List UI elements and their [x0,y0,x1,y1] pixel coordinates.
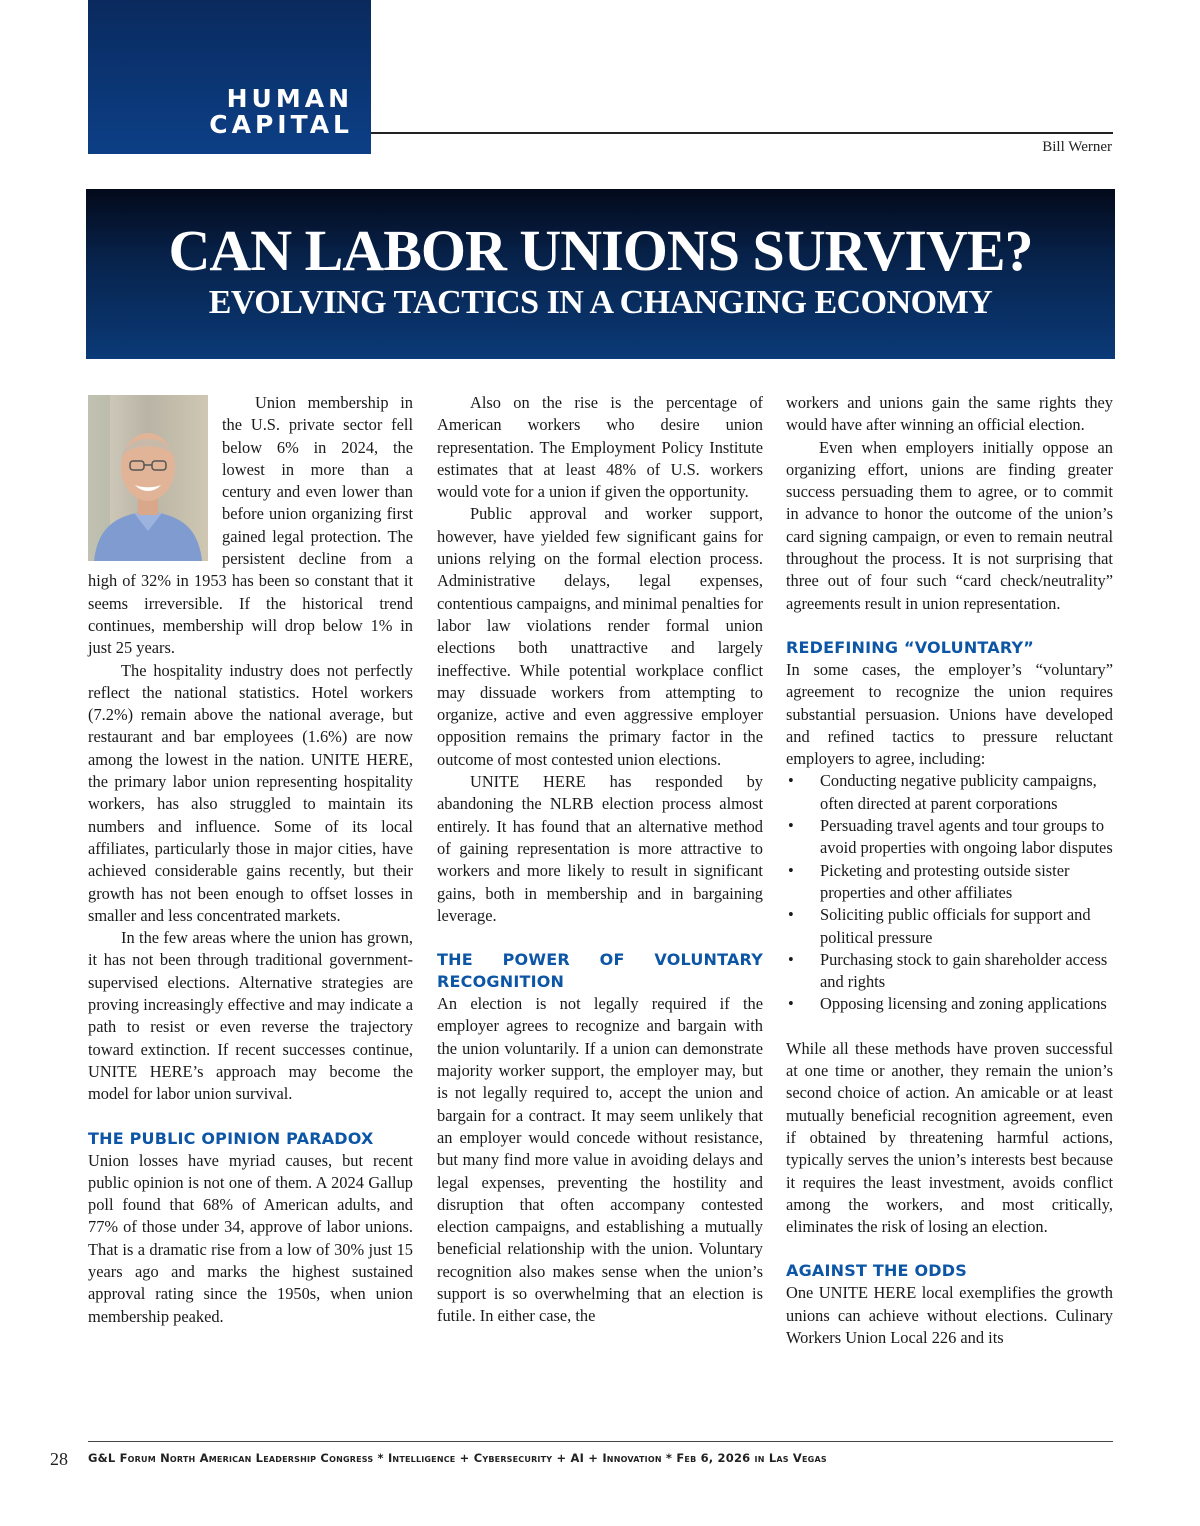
paragraph: In the few areas where the union has grown, it has not been through traditional government-supervised elections. Alternative strategies are proving increasingly effective and may indicate a path to resist or even reverse the trajectory toward extinction. If recent successes continue, UNITE HERE’s approach may become the model for labor union survival. [88,928,413,1104]
list-item: • Opposing licensing and zoning applications [786,993,1113,1015]
article-title: CAN LABOR UNIONS SURVIVE? [168,218,1033,283]
list-item: • Picketing and protesting outside sister properties and other affiliates [788,860,1070,902]
paragraph: The hospitality industry does not perfectly reflect the national statistics. Hotel workers (7.2%) remain above the national average, but restaurant and bar employees (1.6%) are now among the lowest in the nation. UNITE HERE, the primary labor union representing hospitality workers, has also struggled to maintain its numbers and influence. Some of its local affiliates, particularly those in major cities, have achieved considerable gains recently, but their growth has not been enough to offset losses in smaller and less concentrated markets. [88,660,413,925]
author-photo [88,395,208,561]
section-label-line2: CAPITAL [209,110,353,139]
paragraph: Also on the rise is the percentage of American workers who desire union representation. The Employment Policy Institute estimates that at least 48% of U.S. workers would vote for a union if given the opportunity. [437,393,763,502]
bullet-icon: • [788,860,794,880]
paragraph: workers and unions gain the same rights they would have after winning an official election. [786,393,1113,435]
bullet-icon: • [788,771,794,791]
paragraph: While all these methods have proven successful at one time or another, they remain the union’s second choice of action. An amicable or at least mutually beneficial recognition agreement, even if obtained by threatening harmful actions, typically serves the union’s interests best because it requires the least investment, avoids conflict among the workers, and most critically, eliminates the risk of losing an election. [786,1038,1113,1237]
bullet-icon: • [788,816,794,836]
paragraph: One UNITE HERE local exemplifies the growth unions can achieve without elections. Culinary Workers Union Local 226 and its [786,1283,1113,1347]
bullet-icon: • [788,994,794,1014]
paragraph: UNITE HERE has responded by abandoning the NLRB election process almost entirely. It has found that an alternative method of gaining representation is more attractive to workers and more likely to result in significant gains, both in membership and in bargaining leverage. [437,772,763,925]
list-item: • Conducting negative publicity campaigns, often directed at parent corporations [788,771,1097,813]
paragraph: Even when employers initially oppose an organizing effort, unions are finding greater success persuading them to agree, or to commit in advance to honor the outcome of the union’s card signing campaign, or even to remain neutral throughout the process. It is not surprising that three out of four such “card check/neutrality” agreements result in union representation. [786,437,1113,613]
paragraph: Union membership in the U.S. private sector fell below 6% in 2024, the lowest in more than a century and even lower than before union organizing first gained legal protection. The persistent decline from a high of 32% in 1953 has been so constant that it seems irreversible. If the historical trend continues, membership will drop below 1% in just 25 years. [88,393,413,658]
footer-text: G&L Forum North American Leadership Congress * Intelligence + Cybersecurity + AI + Innovation * Feb 6, 2026 in Las Vegas [88,1451,827,1465]
author-byline: Bill Werner [1042,139,1112,155]
header-rule [371,132,1113,134]
column-1 [88,392,413,1328]
column-3 [786,392,1113,1349]
list-item: • Soliciting public officials for support and political pressure [788,905,1091,947]
article-subtitle: EVOLVING TACTICS IN A CHANGING ECONOMY [208,284,993,321]
section-heading: AGAINST THE ODDS [786,1261,967,1281]
list-item: • Purchasing stock to gain shareholder access and rights [788,949,1108,992]
column-2 [437,392,763,1328]
tactics-list [786,770,1113,1015]
section-heading: THE PUBLIC OPINION PARADOX [88,1128,374,1148]
section-tab [88,0,371,154]
section-heading: THE POWER OF VOLUNTARY RECOGNITION [437,950,763,992]
paragraph: An election is not legally required if the employer agrees to recognize and bargain with the union voluntarily. If a union can demonstrate majority worker support, the employer may, but is not legally required to, accept the union and bargain for a contract. It may seem unlikely that an employer would concede without resistance, but many find more value in avoiding delays and legal expenses, preventing the hostility and disruption that often accompany contested election campaigns, and establishing a mutually beneficial relationship with the union. Voluntary recognition also makes sense when the union’s support is so overwhelming that an election is futile. In either case, the [437,994,763,1326]
title-banner [86,189,1115,359]
section-label-line1: HUMAN [226,84,353,113]
paragraph: Union losses have myriad causes, but recent public opinion is not one of them. A 2024 Gallup poll found that 68% of American adults, and 77% of those under 34, approve of labor unions. That is a dramatic rise from a low of 30% just 15 years ago and marks the highest sustained approval rating since the 1950s, when union membership peaked. [88,1150,413,1326]
bullet-icon: • [788,949,794,969]
paragraph: In some cases, the employer’s “voluntary” agreement to recognize the union requires substantial persuasion. Unions have developed and refined tactics to pressure reluctant employers to agree, including: [786,659,1113,769]
paragraph: Public approval and worker support, however, have yielded few significant gains for unions relying on the formal election process. Administrative delays, legal expenses, contentious campaigns, and minimal penalties for labor law violations render formal union elections both unattractive and largely ineffective. While potential workplace conflict may dissuade workers from attempting to organize, active and even aggressive employer opposition remains the primary factor in the outcome of most contested union elections. [437,504,763,769]
bullet-icon: • [788,905,794,925]
page-number: 28 [50,1449,68,1469]
footer-rule [88,1441,1113,1442]
section-heading: REDEFINING “VOLUNTARY” [786,637,1035,657]
list-item: • Persuading travel agents and tour groups to avoid properties with ongoing labor disputes [788,816,1113,858]
